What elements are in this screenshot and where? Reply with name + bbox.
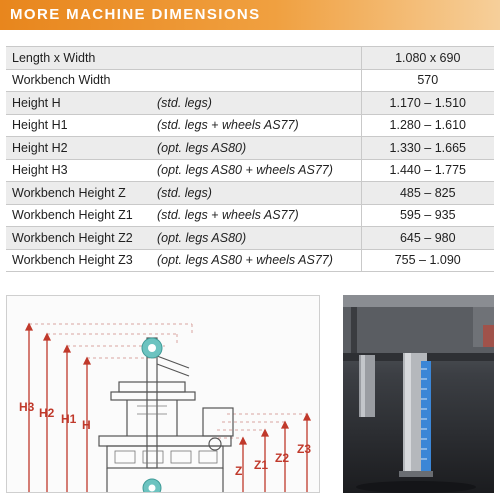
- dimension-value: 645 – 980: [361, 227, 494, 250]
- dimension-name: Workbench Height Z2: [6, 227, 151, 250]
- dimensions-table-body: [6, 47, 494, 272]
- diagram-drawing: [7, 296, 320, 493]
- dimension-note: (std. legs): [151, 92, 361, 115]
- dimension-note: (std. legs + wheels AS77): [151, 204, 361, 227]
- dimension-value: 1.440 – 1.775: [361, 159, 494, 182]
- dimension-name: Workbench Width: [6, 69, 151, 92]
- dimension-row: [6, 114, 494, 137]
- section-title: MORE MACHINE DIMENSIONS: [10, 6, 261, 23]
- dimension-name: Height H1: [6, 114, 151, 137]
- dimension-name: Workbench Height Z1: [6, 204, 151, 227]
- dimension-row: [6, 47, 494, 70]
- label-z1: Z1: [254, 458, 269, 472]
- dimension-note: (opt. legs AS80): [151, 137, 361, 160]
- dimension-row: [6, 249, 494, 272]
- dimension-note: (std. legs + wheels AS77): [151, 114, 361, 137]
- dimension-name: Height H2: [6, 137, 151, 160]
- dimension-row: [6, 92, 494, 115]
- machine-leg-photo: [343, 295, 494, 493]
- dimension-value: 595 – 935: [361, 204, 494, 227]
- dimension-value: 1.080 x 690: [361, 47, 494, 70]
- dimensions-table: [6, 46, 494, 272]
- dimension-note: (opt. legs AS80 + wheels AS77): [151, 159, 361, 182]
- dimension-name: Length x Width: [6, 47, 151, 70]
- dimension-row: [6, 204, 494, 227]
- label-z: Z: [235, 464, 243, 478]
- dimension-value: 1.280 – 1.610: [361, 114, 494, 137]
- dimension-row: [6, 159, 494, 182]
- label-h3: H3: [19, 400, 35, 414]
- dimension-value: 1.330 – 1.665: [361, 137, 494, 160]
- dimension-name: Workbench Height Z: [6, 182, 151, 205]
- dimension-value: 570: [361, 69, 494, 92]
- dimension-row: [6, 69, 494, 92]
- photo-drawing: [343, 295, 494, 493]
- label-h2: H2: [39, 406, 55, 420]
- dimension-value: 755 – 1.090: [361, 249, 494, 272]
- dimension-note: (std. legs): [151, 182, 361, 205]
- dimension-note: [151, 47, 361, 70]
- dimension-note: (opt. legs AS80 + wheels AS77): [151, 249, 361, 272]
- label-h: H: [82, 418, 91, 432]
- dimension-name: Height H3: [6, 159, 151, 182]
- dimension-value: 485 – 825: [361, 182, 494, 205]
- dimension-row: [6, 182, 494, 205]
- section-banner: [0, 0, 500, 30]
- dimension-note: [151, 69, 361, 92]
- dimension-name: Height H: [6, 92, 151, 115]
- label-h1: H1: [61, 412, 77, 426]
- dimension-name: Workbench Height Z3: [6, 249, 151, 272]
- dimension-note: (opt. legs AS80): [151, 227, 361, 250]
- label-z3: Z3: [297, 442, 312, 456]
- machine-dimension-diagram: [6, 295, 320, 493]
- dimension-value: 1.170 – 1.510: [361, 92, 494, 115]
- label-z2: Z2: [275, 451, 290, 465]
- dimension-row: [6, 227, 494, 250]
- dimension-row: [6, 137, 494, 160]
